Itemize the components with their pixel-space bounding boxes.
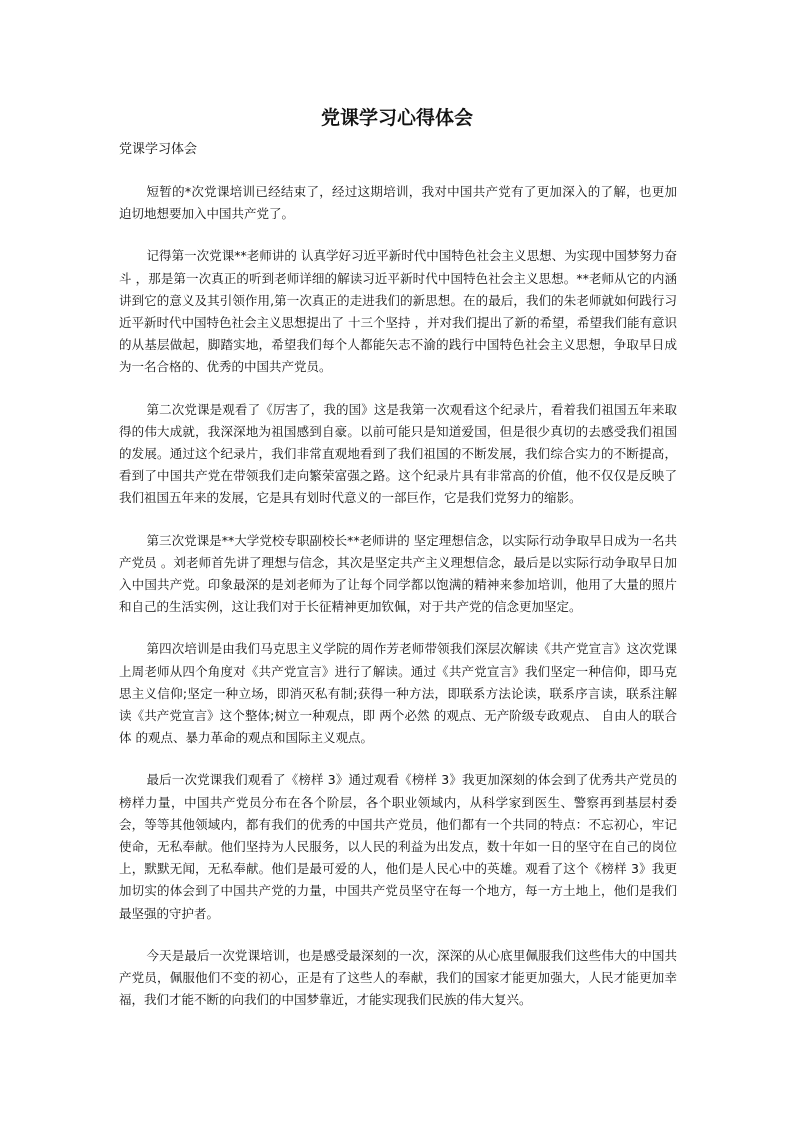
body-paragraph-1: 短暂的*次党课培训已经结束了，经过这期培训，我对中国共产党有了更加深入的了解，也更加迫切地想要加入中国共产党了。 — [119, 184, 677, 222]
body-paragraph-4: 第三次党课是**大学党校专职副校长**老师讲的 坚定理想信念，以实际行动争取早日成为一名共产党员 。刘老师首先讲了理想与信念，其次是坚定共产主义理想信念，最后是以实际行动争取早日加入中国共产党。印象最深的是刘老师为了让每个同学都以饱满的精神来参加培训，他用了大量的照片和自己的生活实例，这让我们对于长征精神更加钦佩，对于共产党的信念更加坚定。 — [119, 532, 677, 615]
body-paragraph-5: 第四次培训是由我们马克思主义学院的周作芳老师带领我们深层次解读《共产党宣言》这次党课上周老师从四个角度对《共产党宣言》进行了解读。通过《共产党宣言》我们坚定一种信仰，即马克思主义信仰;坚定一种立场，即消灭私有制;获得一种方法，即联系方法论读，联系序言读，联系注解读《共产党宣言》这个整体;树立一种观点，即 两个必然 的观点、无产阶级专政观点、 自由人的联合体 的观点、暴力革命的观点和国际主义观点。 — [119, 641, 677, 746]
document-subtitle: 党课学习体会 — [119, 142, 198, 157]
document-title: 党课学习心得体会 — [320, 107, 473, 129]
document-body — [119, 181, 677, 1032]
body-paragraph-2: 记得第一次党课**老师讲的 认真学好习近平新时代中国特色社会主义思想、为实现中国梦努力奋斗 ，那是第一次真正的听到老师详细的解读习近平新时代中国特色社会主义思想。**老师从它的内涵讲到它的意义及其引领作用,第一次真正的走进我们的新思想。在的最后，我们的朱老师就如何践行习近平新时代中国特色社会主义思想提出了 十三个坚持 ，并对我们提出了新的希望，希望我们能有意识的从基层做起，脚踏实地，希望我们每个人都能矢志不渝的践行中国特色社会主义思想，争取早日成为一名合格的、优秀的中国共产党员。 — [119, 248, 677, 375]
body-paragraph-6: 最后一次党课我们观看了《榜样 3》通过观看《榜样 3》我更加深刻的体会到了优秀共产党员的榜样力量，中国共产党员分布在各个阶层，各个职业领域内，从科学家到医生、警察再到基层村委会，等等其他领域内，都有我们的优秀的中国共产党员，他们都有一个共同的特点：不忘初心，牢记使命，无私奉献。他们坚持为人民服务，以人民的利益为出发点，数十年如一日的坚守在自己的岗位上，默默无闻，无私奉献。他们是最可爱的人，他们是人民心中的英雄。观看了这个《榜样 3》我更加切实的体会到了中国共产党的力量，中国共产党员坚守在每一个地方，每一方土地上，他们是我们最坚强的守护者。 — [119, 772, 677, 921]
body-paragraph-7: 今天是最后一次党课培训，也是感受最深刻的一次，深深的从心底里佩服我们这些伟大的中国共产党员，佩服他们不变的初心，正是有了这些人的奉献，我们的国家才能更加强大，人民才能更加幸福，我们才能不断的向我们的中国梦靠近，才能实现我们民族的伟大复兴。 — [119, 947, 677, 1008]
body-paragraph-3: 第二次党课是观看了《厉害了，我的国》这是我第一次观看这个纪录片，看着我们祖国五年来取得的伟大成就，我深深地为祖国感到自豪。以前可能只是知道爱国，但是很少真切的去感受我们祖国的发展。通过这个纪录片，我们非常直观地看到了我们祖国的不断发展，我们综合实力的不断提高，看到了中国共产党在带领我们走向繁荣富强之路。这个纪录片具有非常高的价值，他不仅仅是反映了我们祖国五年来的发展，它是具有划时代意义的一部巨作，它是我们党努力的缩影。 — [119, 401, 677, 506]
